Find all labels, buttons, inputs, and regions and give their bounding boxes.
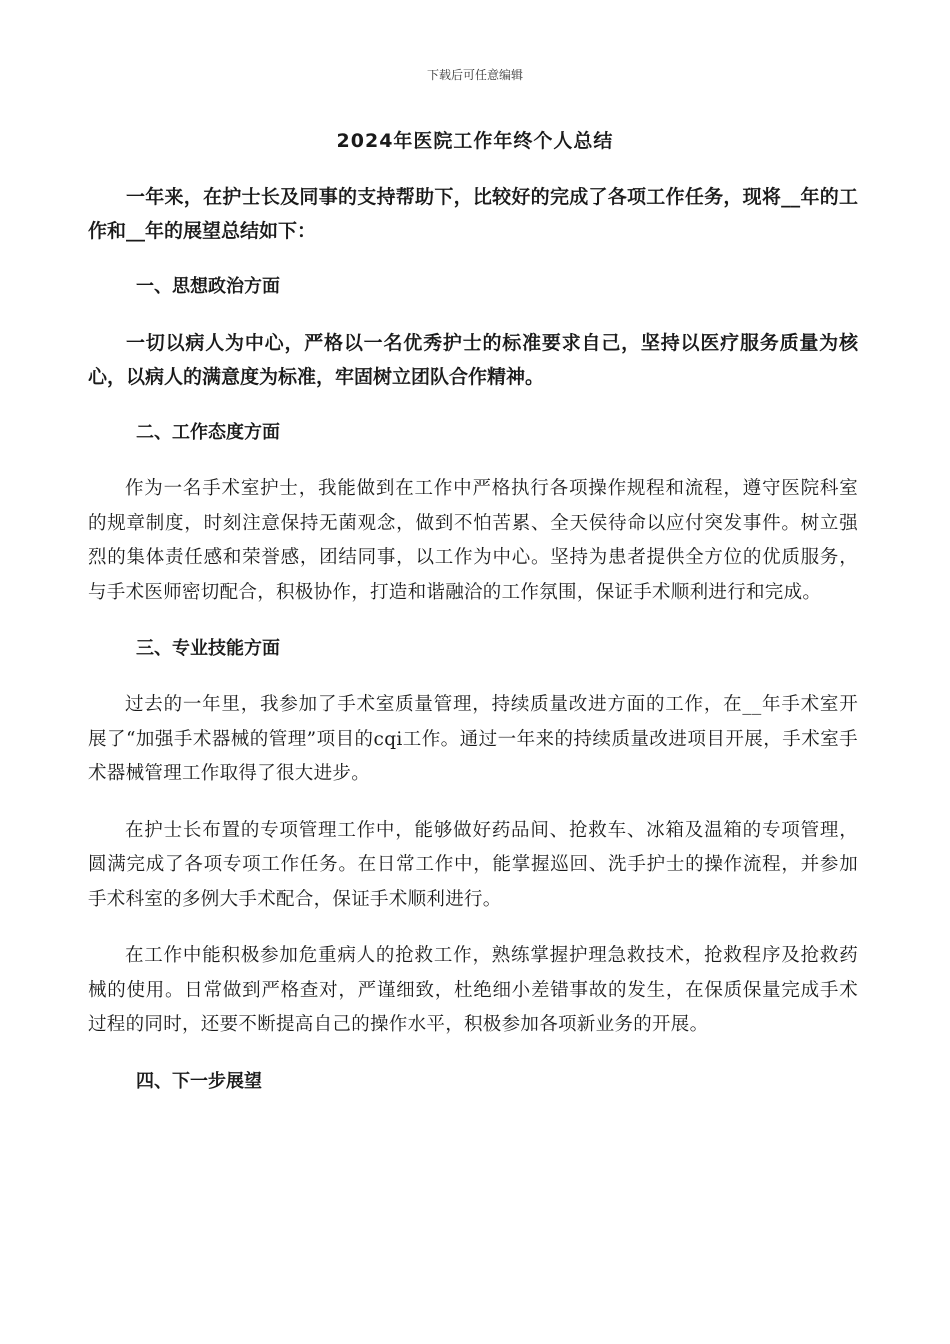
document-title: 2024年医院工作年终个人总结 [336,130,614,152]
section-3-paragraph-2: 在护士长布置的专项管理工作中，能够做好药品间、抢救车、冰箱及温箱的专项管理，圆满完成了各项专项工作任务。在日常工作中，能掌握巡回、洗手护士的操作流程，并参加手术科室的多例大手术配合，保证手术顺利进行。 [88,819,858,910]
section-heading-4: 四、下一步展望 [136,1070,262,1092]
section-heading-3: 三、专业技能方面 [136,638,280,659]
section-1-paragraph-1: 一切以病人为中心，严格以一名优秀护士的标准要求自己，坚持以医疗服务质量为核心，以病人的满意度为标准，牢固树立团队合作精神。 [88,332,858,388]
section-2-paragraph-1: 作为一名手术室护士，我能做到在工作中严格执行各项操作规程和流程，遵守医院科室的规章制度，时刻注意保持无菌观念，做到不怕苦累、全天侯待命以应付突发事件。树立强烈的集体责任感和荣誉感，团结同事，以工作为中心。坚持为患者提供全方位的优质服务，与手术医师密切配合，积极协作，打造和谐融洽的工作氛围，保证手术顺利进行和完成。 [88,478,858,603]
section-3-paragraph-3: 在工作中能积极参加危重病人的抢救工作，熟练掌握护理急救技术，抢救程序及抢救药械的使用。日常做到严格查对，严谨细致，杜绝细小差错事故的发生，在保质保量完成手术过程的同时，还要不断提高自己的操作水平，积极参加各项新业务的开展。 [88,945,858,1035]
section-heading-1: 一、思想政治方面 [136,276,280,297]
header-note: 下载后可任意编辑 [426,68,523,82]
intro-paragraph: 一年来，在护士长及同事的支持帮助下，比较好的完成了各项工作任务，现将__年的工作和__年的展望总结如下： [88,186,858,242]
section-heading-2: 二、工作态度方面 [136,422,280,443]
section-3-paragraph-1: 过去的一年里，我参加了手术室质量管理，持续质量改进方面的工作，在__年手术室开展了“加强手术器械的管理”项目的cqi工作。通过一年来的持续质量改进项目开展，手术室手术器械管理工作取得了很大进步。 [88,694,858,784]
document-body [88,180,858,1121]
